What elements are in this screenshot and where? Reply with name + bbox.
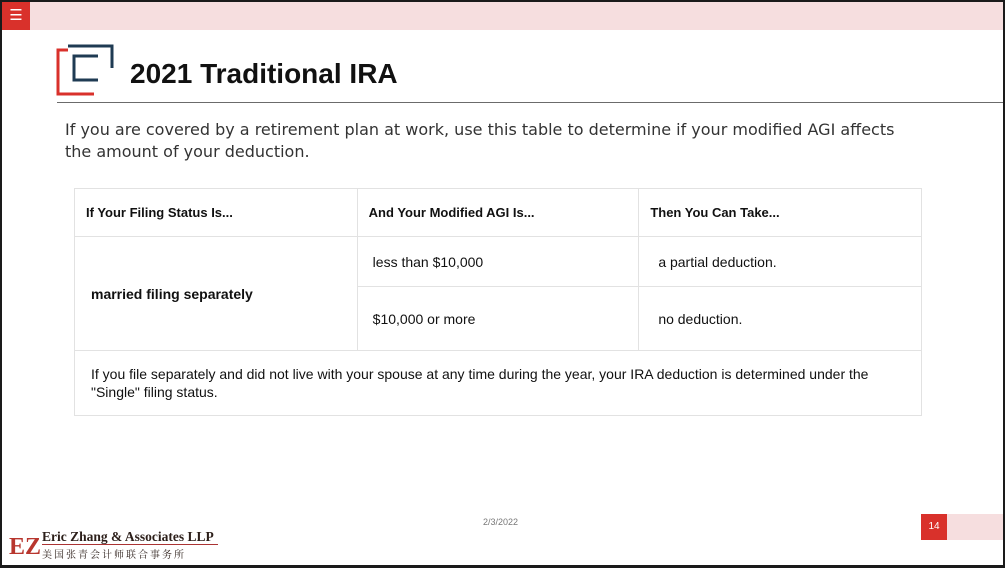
firm-name-underline xyxy=(42,544,218,545)
slide-date: 2/3/2022 xyxy=(483,517,519,527)
table-row xyxy=(75,237,922,287)
filing-status-cell: married filing separately xyxy=(75,237,358,351)
table-note-row xyxy=(75,351,922,416)
hamburger-icon: ☰ xyxy=(9,7,23,24)
page-title: 2021 Traditional IRA xyxy=(130,58,398,89)
table-header-row xyxy=(75,189,922,237)
hamburger-menu-button[interactable] xyxy=(2,2,30,30)
deduction-table xyxy=(74,188,922,416)
deduction-cell: no deduction. xyxy=(639,287,922,351)
firm-chinese-name: 美国张青会计师联合事务所 xyxy=(42,550,186,561)
bracket-logo-icon xyxy=(54,36,118,100)
header-filing-status: If Your Filing Status Is... xyxy=(75,189,358,237)
table-note: If you file separately and did not live with your spouse at any time during the year, your IRA deduction is determined under the "Single" filing status. xyxy=(75,351,922,416)
agi-cell: less than $10,000 xyxy=(357,237,639,287)
firm-logo-text: EZ xyxy=(9,534,42,559)
firm-logo-icon xyxy=(8,529,42,559)
slide xyxy=(2,2,1003,565)
firm-name: Eric Zhang & Associates LLP xyxy=(42,529,214,544)
agi-cell: $10,000 or more xyxy=(357,287,639,351)
header-modified-agi: And Your Modified AGI Is... xyxy=(357,189,639,237)
page-number: 14 xyxy=(921,514,947,540)
header-deduction: Then You Can Take... xyxy=(639,189,922,237)
top-bar xyxy=(2,2,1003,30)
intro-text: If you are covered by a retirement plan at work, use this table to determine if your modified AGI affects the amount of your deduction. xyxy=(65,120,895,161)
title-divider xyxy=(57,102,1003,103)
deduction-cell: a partial deduction. xyxy=(639,237,922,287)
